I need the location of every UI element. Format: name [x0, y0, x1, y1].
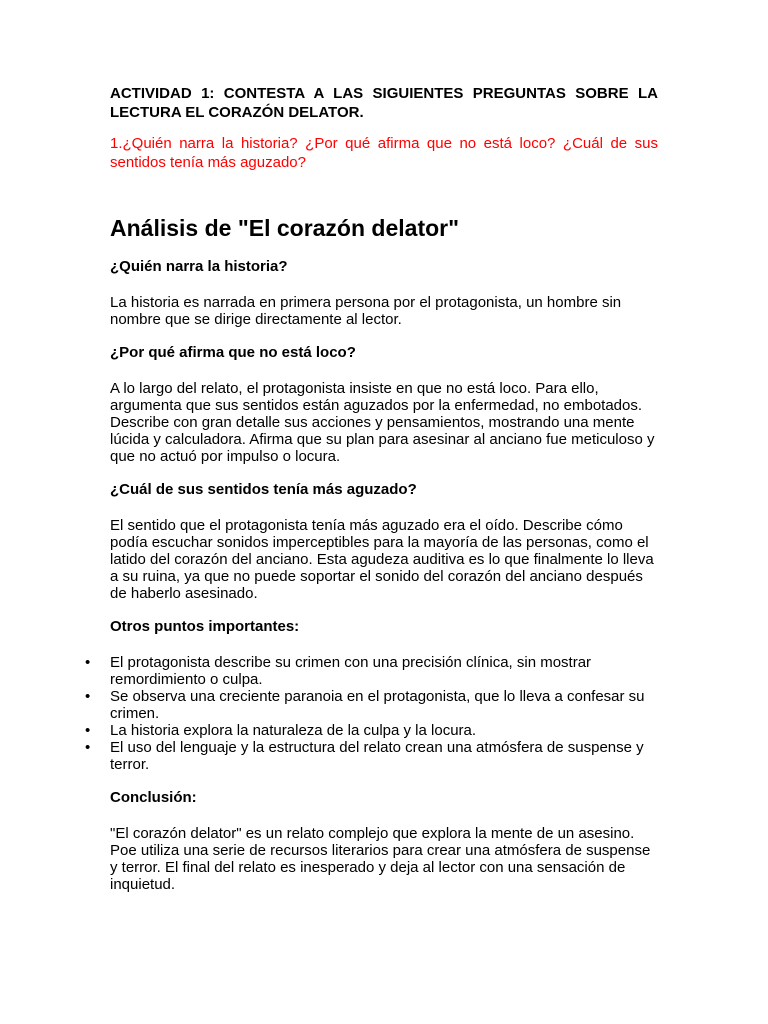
list-item-text: El protagonista describe su crimen con una precisión clínica, sin mostrar remordimiento o culpa.: [110, 654, 592, 688]
other-points-list: [85, 654, 658, 773]
analysis-heading: Análisis de "El corazón delator": [110, 215, 460, 241]
conclusion-paragraph: "El corazón delator" es un relato complejo que explora la mente de un asesino. Poe utiliza una serie de recursos literarios para crear una atmósfera de suspense y terror. El final del relato es inesperado y deja al lector con una sensación de inquietud.: [110, 825, 651, 893]
question-3-heading: ¿Cuál de sus sentidos tenía más aguzado?: [110, 481, 417, 498]
answer-3-paragraph: El sentido que el protagonista tenía más aguzado era el oído. Describe cómo podía escuchar sonidos imperceptibles para la mayoría de las personas, como el latido del corazón del anciano. Esta agudeza auditiva es lo que finalmente lo lleva a su ruina, ya que no puede soportar el sonido del corazón del anciano después de haberlo asesinado.: [110, 517, 654, 602]
list-item-text: Se observa una creciente paranoia en el protagonista, que lo lleva a confesar su crimen.: [110, 688, 645, 722]
list-item: [85, 654, 658, 688]
bullet-icon: •: [85, 654, 91, 671]
question-2-heading: ¿Por qué afirma que no está loco?: [110, 344, 356, 361]
bullet-icon: •: [85, 688, 91, 705]
bullet-icon: •: [85, 722, 91, 739]
activity-title: ACTIVIDAD 1: CONTESTA A LAS SIGUIENTES PREGUNTAS SOBRE LA LECTURA EL CORAZÓN DELATOR.: [110, 85, 658, 121]
other-points-heading: Otros puntos importantes:: [110, 618, 300, 635]
page-content: [85, 84, 658, 893]
list-item-text: La historia explora la naturaleza de la culpa y la locura.: [110, 722, 477, 739]
conclusion-heading: Conclusión:: [110, 789, 197, 806]
bullet-icon: •: [85, 739, 91, 756]
list-item: [85, 739, 658, 773]
list-item-text: El uso del lenguaje y la estructura del relato crean una atmósfera de suspense y terror.: [110, 739, 644, 773]
list-item: [85, 722, 658, 739]
list-item: [85, 688, 658, 722]
answer-2-paragraph: A lo largo del relato, el protagonista insiste en que no está loco. Para ello, argumenta que sus sentidos están aguzados por la enfermedad, no embotados. Describe con gran detalle sus acciones y pensamientos, mostrando una mente lúcida y calculadora. Afirma que su plan para asesinar al anciano fue meticuloso y que no actuó por impulso o locura.: [110, 380, 655, 465]
activity-question: 1.¿Quién narra la historia? ¿Por qué afirma que no está loco? ¿Cuál de sus sentidos tenía más aguzado?: [110, 135, 658, 171]
question-1-heading: ¿Quién narra la historia?: [110, 258, 288, 275]
answer-1-paragraph: La historia es narrada en primera persona por el protagonista, un hombre sin nombre que se dirige directamente al lector.: [110, 294, 622, 328]
